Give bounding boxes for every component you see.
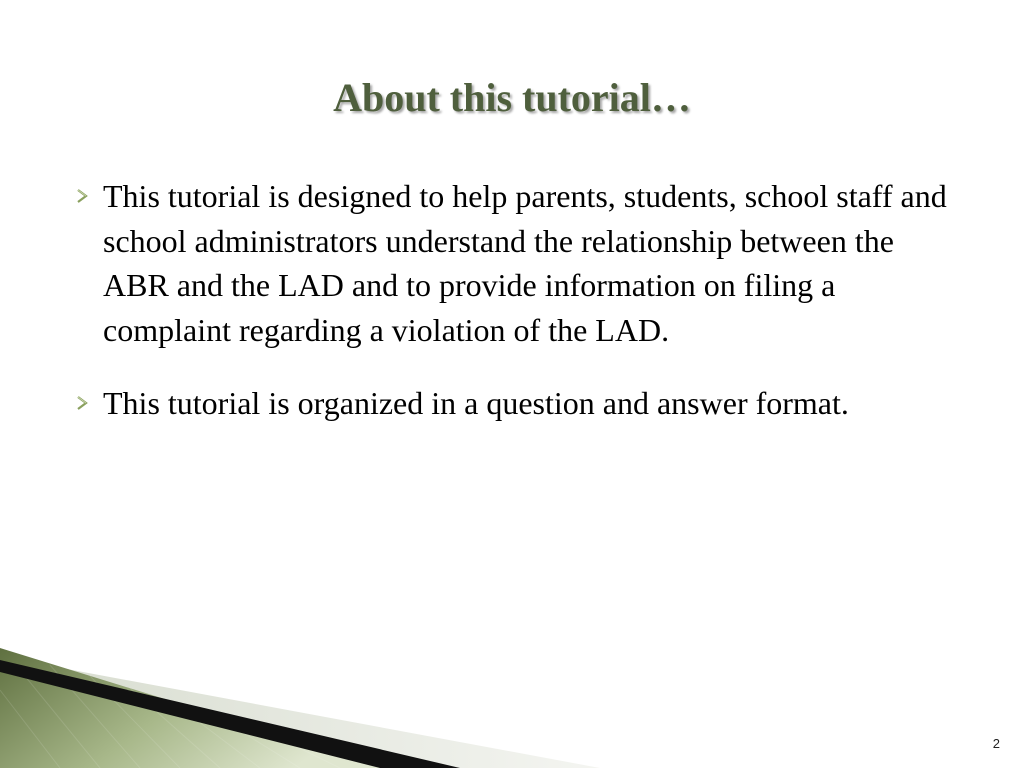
bullet-list (70, 174, 960, 426)
page-number: 2 (992, 736, 1000, 751)
slide-title: About this tutorial… (333, 75, 691, 120)
bullet-text: This tutorial is designed to help parents, students, school staff and school administrators understand the relationship between the ABR and the LAD and to provide information on filing a complaint regarding a violation of the LAD. (103, 178, 947, 348)
chevron-right-icon (74, 188, 90, 204)
bullet-text: This tutorial is organized in a question and answer format. (103, 385, 849, 421)
chevron-right-icon (74, 395, 90, 411)
bullet-item (70, 174, 960, 352)
bullet-item (70, 381, 960, 426)
